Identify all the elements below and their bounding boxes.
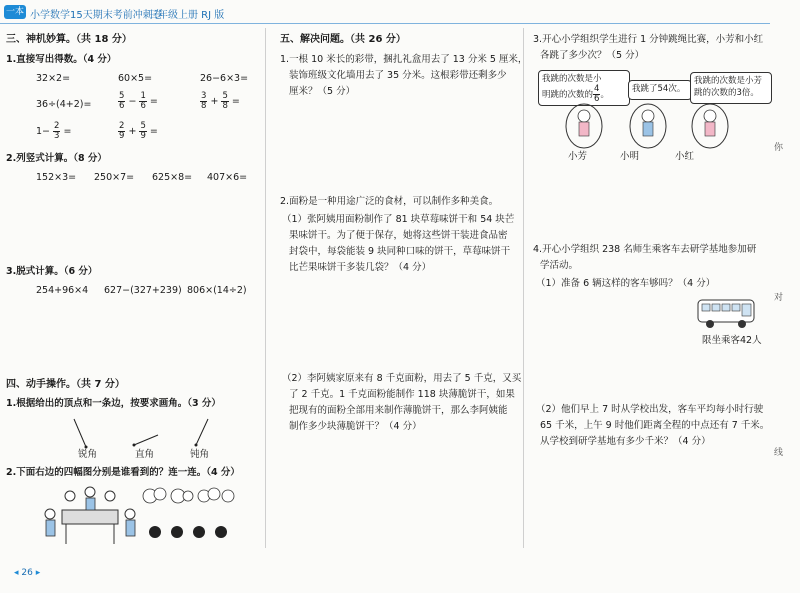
math-item: 152×3=	[36, 172, 77, 183]
problem-text: 3.开心小学组织学生进行 1 分钟跳绳比赛，小芳和小红	[533, 34, 764, 45]
problem-text: 了 2 千克。1 千克面粉能制作 118 块薄脆饼干，如果	[289, 389, 515, 400]
grade-label: 三年级上册 RJ 版	[148, 10, 225, 21]
problem-text: 果味饼干。为了便于保存，她将这些饼干装进食品密	[289, 230, 508, 241]
question-title: 2.下面右边的四幅图分别是谁看到的？连一连。（4 分）	[6, 467, 240, 478]
fraction: $\frac{4}{6}$	[594, 84, 600, 104]
problem-text: 65 千米，上午 9 时他们距离全程的中点还有 7 千米。	[540, 420, 770, 431]
question-title: 1.根据给出的顶点和一条边，按要求画角。（3 分）	[6, 398, 221, 409]
math-item: 250×7=	[94, 172, 135, 183]
question-title: 2.列竖式计算。（8 分）	[6, 153, 107, 164]
problem-text: 2.面粉是一种用途广泛的食材，可以制作多种美食。	[280, 196, 499, 207]
math-item: 407×6=	[207, 172, 248, 183]
problem-text: 比芒果味饼干多装几袋？（4 分）	[289, 262, 432, 273]
fraction: $\frac{3}{8}$	[201, 91, 207, 111]
angle-label: 直角	[135, 449, 155, 460]
kid-name: 小明	[620, 151, 640, 162]
jump-rope-kids-illustration	[560, 102, 760, 152]
kid-name: 小芳	[568, 151, 588, 162]
math-item: $\frac{2}{9}$ + $\frac{5}{9}$ =	[119, 121, 158, 141]
page-header	[0, 0, 800, 24]
problem-text: 学活动。	[540, 260, 579, 271]
children-table-illustration	[40, 482, 140, 552]
fraction: $\frac{5}{8}$	[222, 91, 228, 111]
fraction: $\frac{5}{9}$	[140, 121, 146, 141]
speech-bubble: 我跳的次数是小 明跳的次数的 $\frac{4}{6}$ 。	[538, 70, 630, 106]
fraction: $\frac{5}{6}$	[119, 91, 125, 111]
problem-text: （1）准备 6 辆这样的客车够吗？（4 分）	[536, 278, 716, 289]
math-item: 1− $\frac{2}{3}$ =	[36, 121, 72, 141]
problem-text: 厘米？（5 分）	[289, 86, 356, 97]
kid-name: 小红	[675, 151, 695, 162]
question-title: 1.直接写出得数。（4 分）	[6, 54, 117, 65]
fraction: $\frac{2}{3}$	[54, 121, 60, 141]
bus-icon	[696, 296, 758, 332]
fraction: $\frac{1}{6}$	[140, 91, 146, 111]
problem-text: 各跳了多少次？（5 分）	[540, 50, 645, 61]
problem-text: 制作多少块薄脆饼干？（4 分）	[289, 421, 422, 432]
math-item: $\frac{3}{8}$ + $\frac{5}{8}$ =	[201, 91, 240, 111]
head-views-row	[145, 520, 235, 544]
speech-bubble: 我跳了54次。	[628, 80, 692, 100]
toy-views-row	[138, 482, 238, 512]
fraction: $\frac{2}{9}$	[119, 121, 125, 141]
math-item: 625×8=	[152, 172, 193, 183]
binding-margin-text: 对	[774, 293, 784, 303]
column-divider	[265, 28, 266, 548]
math-item: 60×5=	[118, 73, 153, 84]
section-5-title: 五、解决问题。（共 26 分）	[280, 34, 406, 45]
speech-bubble: 我跳的次数是小芳 跳的次数的3倍。	[690, 72, 772, 104]
section-3-title: 三、神机妙算。（共 18 分）	[6, 34, 132, 45]
math-item: $\frac{5}{6}$ − $\frac{1}{6}$ =	[119, 91, 158, 111]
book-title: 小学数学15天期末考前冲刺卷	[30, 10, 163, 21]
problem-text: 把现有的面粉全部用来制作薄脆饼干，那么李阿姨能	[289, 405, 508, 416]
problem-text: 4.开心小学组织 238 名师生乘客车去研学基地参加研	[533, 244, 757, 255]
problem-text: （2）李阿姨家原来有 8 千克面粉，用去了 5 千克，又买	[282, 373, 522, 384]
page-number: ◂ 26 ▸	[14, 568, 41, 578]
math-item: 627−(327+239)	[104, 285, 182, 296]
binding-margin-text: 你	[774, 143, 784, 153]
math-item: 806×(14÷2)	[187, 285, 247, 296]
binding-margin-text: 线	[774, 448, 784, 458]
header-rule	[0, 23, 770, 24]
math-item: 254+96×4	[36, 285, 89, 296]
bus-capacity-label: 限坐乘客42人	[702, 335, 762, 346]
column-divider	[523, 28, 524, 548]
problem-text: （2）他们早上 7 时从学校出发，客车平均每小时行驶	[536, 404, 764, 415]
brand-logo: 一本	[5, 7, 24, 17]
problem-text: （1）张阿姨用面粉制作了 81 块草莓味饼干和 54 块芒	[282, 214, 515, 225]
angle-label: 钝角	[190, 449, 210, 460]
problem-text: 1.一根 10 米长的彩带，捆扎礼盒用去了 13 分米 5 厘米，	[280, 54, 528, 65]
problem-text: 装饰班级文化墙用去了 35 分米。这根彩带还剩多少	[289, 70, 507, 81]
problem-text: 从学校到研学基地有多少千米？（4 分）	[540, 436, 711, 447]
math-item: 36÷(4+2)=	[36, 99, 92, 110]
angle-label: 锐角	[78, 449, 98, 460]
question-title: 3.脱式计算。（6 分）	[6, 266, 98, 277]
math-item: 26−6×3=	[200, 73, 249, 84]
math-item: 32×2=	[36, 73, 71, 84]
section-4-title: 四、动手操作。（共 7 分）	[6, 379, 125, 390]
problem-text: 封袋中，每袋能装 9 块同种口味的饼干，草莓味饼干	[289, 246, 511, 257]
